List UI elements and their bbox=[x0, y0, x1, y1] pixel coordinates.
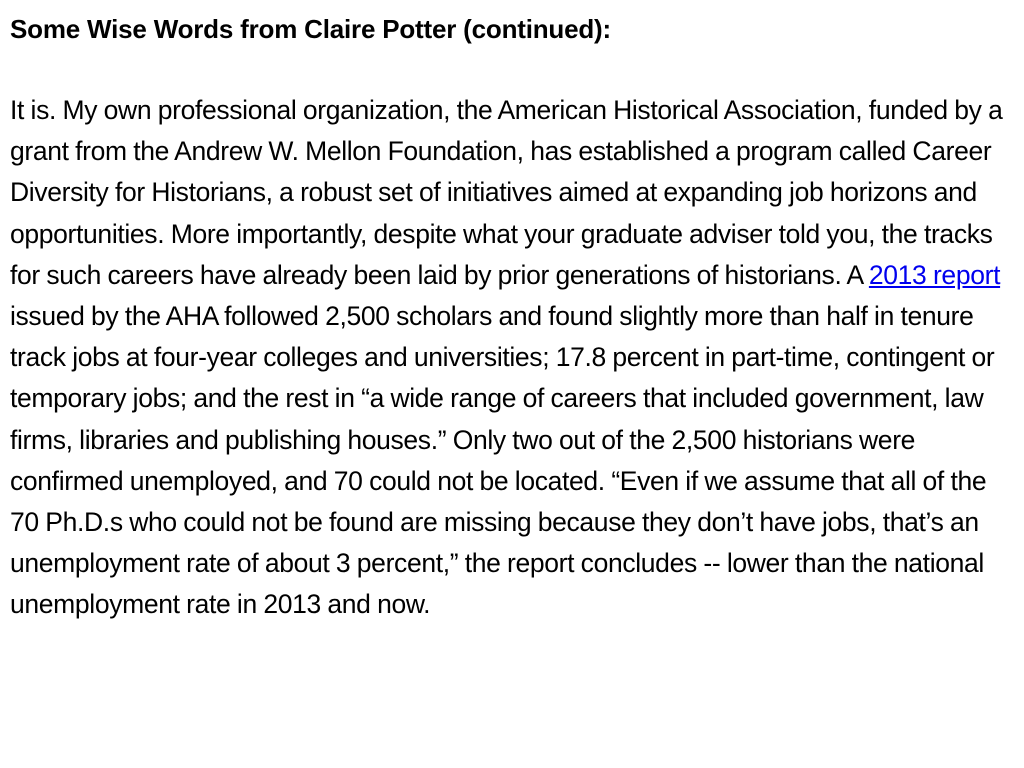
slide-title: Some Wise Words from Claire Potter (continued): bbox=[10, 14, 611, 44]
slide bbox=[10, 12, 1014, 626]
body-text-before-link: It is. My own professional organization, the American Historical Association, funded by a grant from the Andrew W. Mellon Foundation, has established a program called Career Diversity for Historians, a robust set of initiatives aimed at expanding job horizons and opportunities. More importantly, despite what your graduate adviser told you, the tracks for such careers have already been laid by prior generations of historians. A bbox=[10, 95, 1003, 290]
slide-body-paragraph bbox=[10, 90, 1014, 626]
report-link[interactable]: 2013 report bbox=[868, 259, 1001, 290]
body-text-after-link: issued by the AHA followed 2,500 scholars and found slightly more than half in tenure track jobs at four-year colleges and universities; 17.8 percent in part-time, contingent or temporary jobs; and the rest in “a wide range of careers that included government, law firms, libraries and publishing houses.” Only two out of the 2,500 historians were confirmed unemployed, and 70 could not be located. “Even if we assume that all of the 70 Ph.D.s who could not be found are missing because they don’t have jobs, that’s an unemployment rate of about 3 percent,” the report concludes -- lower than the national unemployment rate in 2013 and now. bbox=[10, 301, 995, 620]
